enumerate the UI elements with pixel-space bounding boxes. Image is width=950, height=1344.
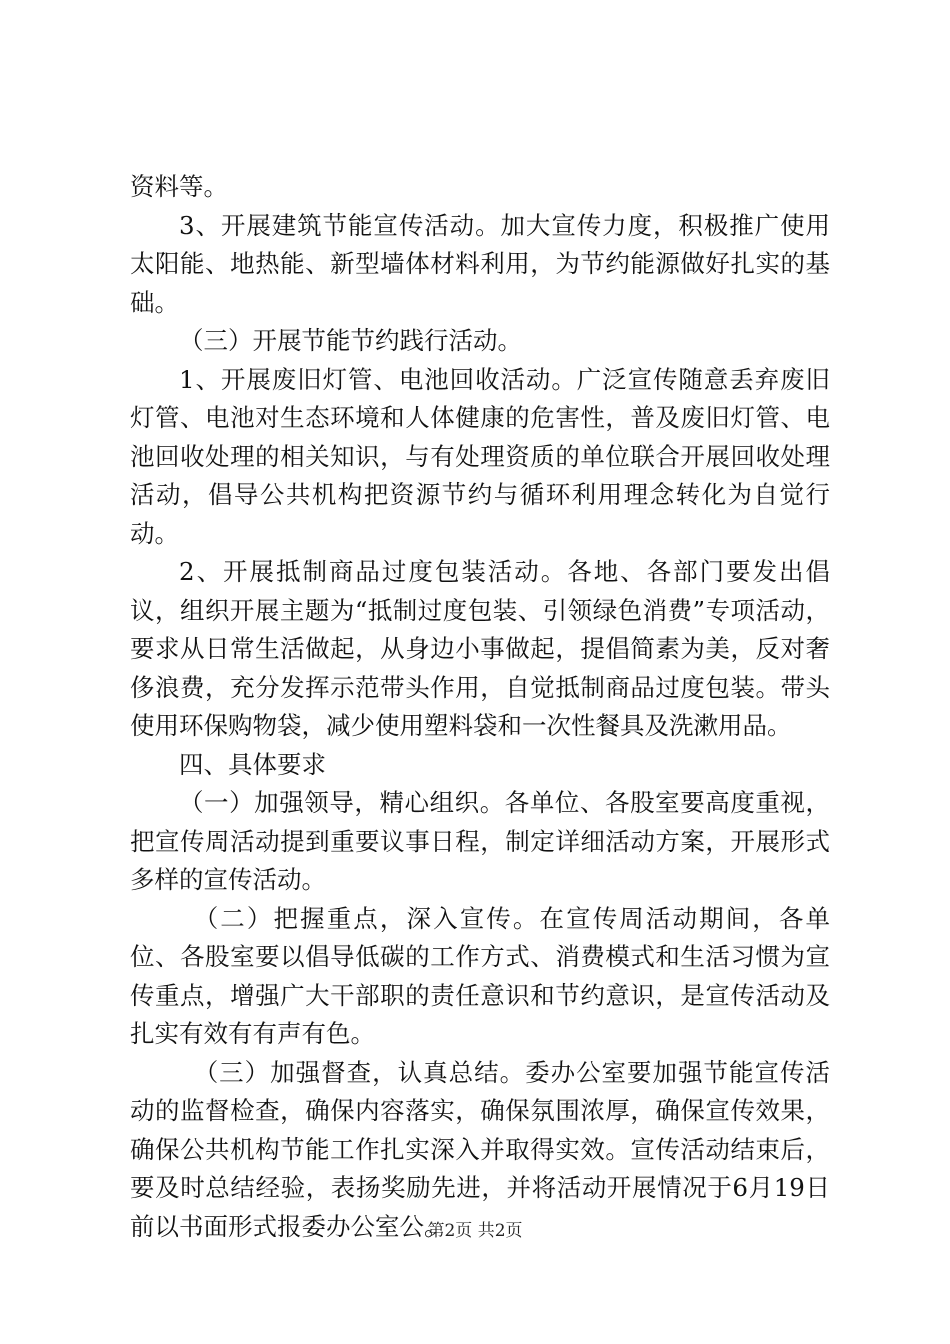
document-body [130, 168, 830, 1246]
paragraph-item-3-building-energy: 3、开展建筑节能宣传活动。加大宣传力度，积极推广使用太阳能、地热能、新型墙体材料利用，为节约能源做好扎实的基础。 [130, 210, 830, 317]
paragraph-item-1-recycling: 1、开展废旧灯管、电池回收活动。广泛宣传随意丢弃废旧灯管、电池对生态环境和人体健康的危害性，普及废旧灯管、电池回收处理的相关知识，与有处理资质的单位联合开展回收处理活动，倡导公共机构把资源节约与循环利用理念转化为自觉行动。 [130, 364, 830, 548]
paragraph-requirement-3: （三）加强督查，认真总结。委办公室要加强节能宣传活动的监督检查，确保内容落实，确保氛围浓厚，确保宣传效果，确保公共机构节能工作扎实深入并取得实效。宣传活动结束后，要及时总结经验，表扬奖励先进，并将活动开展情况于6月19日前以书面形式报委办公室公。 [130, 1057, 830, 1241]
paragraph-continuation: 资料等。 [130, 172, 228, 201]
paragraph-requirement-2: （二）把握重点，深入宣传。在宣传周活动期间，各单位、各股室要以倡导低碳的工作方式、消费模式和生活习惯为宣传重点，增强广大干部职的责任意识和节约意识，是宣传活动及扎实有效有有声有色。 [130, 903, 830, 1048]
paragraph-item-2-packaging: 2、开展抵制商品过度包装活动。各地、各部门要发出倡议，组织开展主题为“抵制过度包装、引领绿色消费”专项活动，要求从日常生活做起，从身边小事做起，提倡简素为美，反对奢侈浪费，充分发挥示范带头作用，自觉抵制商品过度包装。带头使用环保购物袋，减少使用塑料袋和一次性餐具及洗漱用品。 [130, 557, 830, 740]
section-heading-4-requirements: 四、具体要求 [179, 749, 326, 779]
page-number-footer: 第2页 共2页 [427, 1221, 523, 1241]
section-heading-3-practice: （三）开展节能节约践行活动。 [179, 326, 522, 355]
paragraph-requirement-1: （一）加强领导，精心组织。各单位、各股室要高度重视，把宣传周活动提到重要议事日程，制定详细活动方案，开展形式多样的宣传活动。 [130, 788, 830, 894]
